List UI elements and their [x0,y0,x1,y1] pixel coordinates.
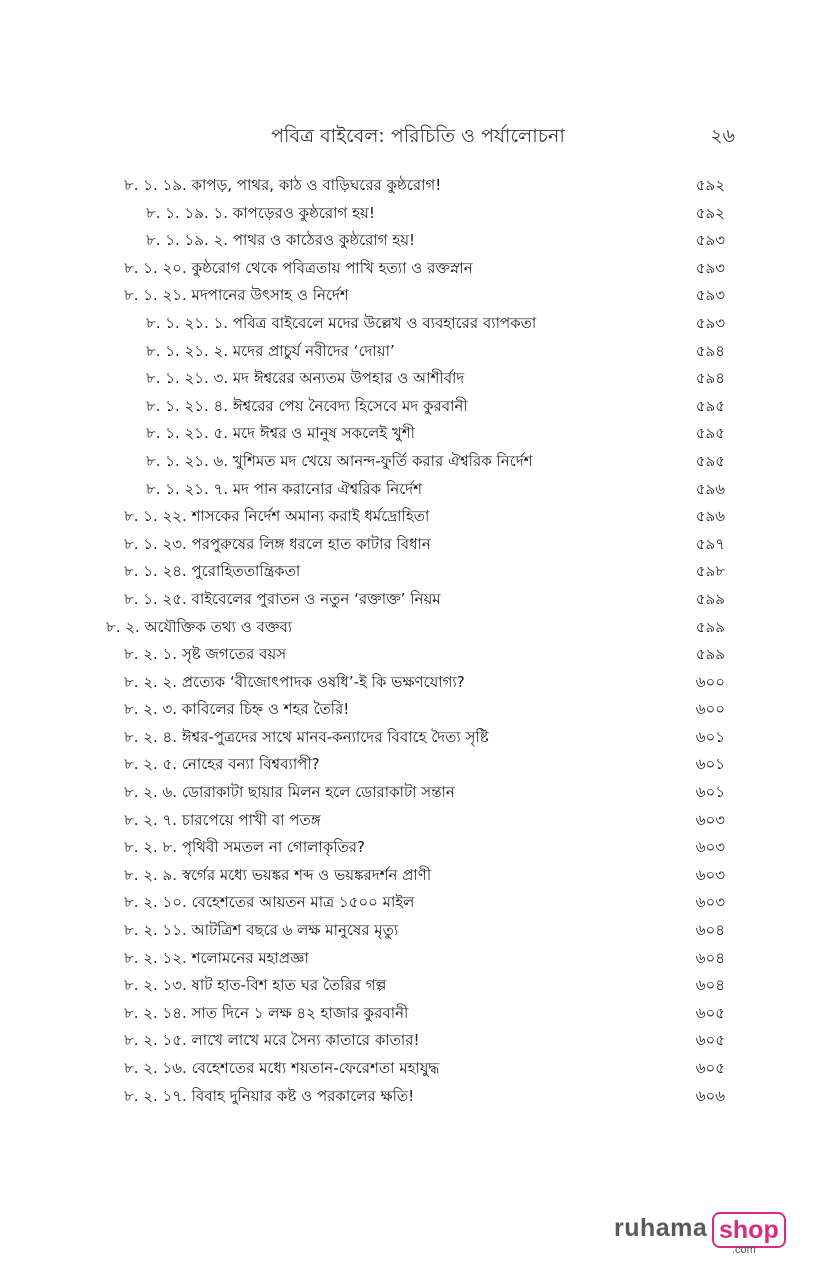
toc-entry-title: ৮. ২. ৫. নোহের বন্যা বিশ্বব্যাপী? [124,755,320,774]
toc-entry-title: ৮. ১. ২১. ৫. মদে ঈশ্বর ও মানুষ সকলেই খুশী [146,424,415,443]
toc-entry [0,1000,825,1028]
toc-entry-page: ৬০১ [695,783,725,802]
toc-entry-page: ৫৯২ [695,203,725,222]
toc-entry [0,945,825,973]
toc-entry-page: ৬০০ [695,672,725,691]
toc-entry [0,724,825,752]
toc-entry-page: ৫৯৩ [695,258,725,277]
toc-entry-title: ৮. ২. ১৭. বিবাহ দুনিয়ার কষ্ট ও পরকালের ক্ষতি! [124,1086,415,1105]
toc-entry-title: ৮. ২. অযৌক্তিক তথ্য ও বক্তব্য [106,617,293,636]
toc-entry-title: ৮. ১. ২১. ৩. মদ ঈশ্বরের অন্যতম উপহার ও আশীর্বাদ [146,369,465,388]
toc-entry-title: ৮. ১. ২১. ১. পবিত্র বাইবেলে মদের উল্লেখ ও ব্যবহারের ব্যাপকতা [146,313,537,332]
toc-entry-title: ৮. ২. ১০. বেহেশতের আয়তন মাত্র ১৫০০ মাইল [124,893,415,912]
toc-entry-page: ৬০০ [695,700,725,719]
toc-entry-title: ৮. ২. ২. প্রত্যেক ‘বীজোৎপাদক ওষধি’-ই কি ভক্ষণযোগ্য? [124,672,465,691]
toc-entry [0,862,825,890]
toc-entry [0,172,825,200]
toc-entry [0,807,825,835]
toc-entry [0,696,825,724]
toc-entry-page: ৬০৩ [695,893,725,912]
toc-entry-page: ৫৯৩ [695,231,725,250]
logo-word-ruhama: ruhama [614,1214,708,1242]
toc-entry-title: ৮. ১. ২১. ৪. ঈশ্বরের পেয় নৈবেদ্য হিসেবে মদ কুরবানী [146,396,468,415]
toc-entry [0,338,825,366]
toc-entry-title: ৮. ১. ২৫. বাইবেলের পুরাতন ও নতুন ‘রক্তাক্ত’ নিয়ম [124,589,441,608]
toc-entry [0,751,825,779]
toc-entry [0,282,825,310]
toc-entry [0,476,825,504]
toc-entry-title: ৮. ২. ৭. চারপেয়ে পাখী বা পতঙ্গ [124,810,321,829]
toc-entry-page: ৫৯২ [695,176,725,194]
toc-entry [0,200,825,228]
toc-entry-title: ৮. ২. ৬. ডোরাকাটা ছায়ার মিলন হলে ডোরাকাটা সন্তান [124,783,455,802]
toc-entry [0,889,825,917]
toc-entry [0,972,825,1000]
toc-entry-page: ৫৯৫ [695,396,725,415]
toc-entry [0,365,825,393]
page-number: ২৬ [710,125,735,147]
toc-entry [0,834,825,862]
toc-entry-title: ৮. ২. ১. সৃষ্ট জগতের বয়স [124,645,287,664]
toc-entry-page: ৫৯৭ [695,534,725,553]
toc-entry [0,1083,825,1111]
toc-entry-title: ৮. ১. ২১. ৭. মদ পান করানোর ঐশ্বরিক নির্দেশ [146,479,422,498]
toc-entry-page: ৫৯৬ [695,507,725,526]
toc-entry-page: ৫৯৪ [695,341,725,360]
toc-entry-page: ৬০৪ [695,921,725,940]
toc-entry-title: ৮. ২. ১২. শলোমনের মহাপ্রজ্ঞা [124,948,309,967]
toc-entry [0,310,825,338]
toc-entry-page: ৫৯৬ [695,479,725,498]
toc-entry-title: ৮. ১. ২৪. পুরোহিততান্ত্রিকতা [124,562,301,581]
toc-entry-page: ৫৯৮ [695,562,725,581]
toc-entry-page: ৬০৪ [695,948,725,967]
toc-entry [0,1055,825,1083]
toc-entry [0,669,825,697]
toc-entry [0,1027,825,1055]
toc-entry [0,420,825,448]
toc-entry-title: ৮. ২. ১৬. বেহেশতের মধ্যে শয়তান-ফেরেশতা মহাযুদ্ধ [124,1059,440,1077]
toc-entry-title: ৮. ২. ১৩. ষাট হাত-বিশ হাত ঘর তৈরির গল্প [124,976,387,995]
toc-entry-page: ৬০১ [695,727,725,746]
toc-entry-page: ৫৯৫ [695,424,725,443]
toc-entry-page: ৬০৫ [695,1003,725,1022]
toc-entry [0,779,825,807]
toc-entry-title: ৮. ১. ২৩. পরপুরুষের লিঙ্গ ধরলে হাত কাটার বিধান [124,534,431,553]
toc-entry [0,227,825,255]
toc-entry [0,558,825,586]
toc-entry [0,586,825,614]
toc-entry-page: ৬০৩ [695,865,725,884]
toc-entry-page: ৬০৩ [695,810,725,829]
toc-entry-page: ৫৯৩ [695,286,725,305]
toc-entry-title: ৮. ২. ১৪. সাত দিনে ১ লক্ষ ৪২ হাজার কুরবানী [124,1003,409,1022]
toc-entry-page: ৬০৪ [695,976,725,995]
toc-entry-title: ৮. ১. ২১. ২. মদের প্রাচুর্য নবীদের ‘দোয়া’ [146,341,395,360]
toc-entry-title: ৮. ১. ২১. ৬. খুশিমত মদ খেয়ে আনন্দ-ফুর্তি করার ঐশ্বরিক নির্দেশ [146,451,533,470]
page-header [0,122,825,156]
toc-entry [0,531,825,559]
toc-entry-title: ৮. ২. ৮. পৃথিবী সমতল না গোলাকৃতির? [124,838,365,857]
toc-entry [0,503,825,531]
toc-entry [0,255,825,283]
toc-entry-page: ৫৯৪ [695,369,725,388]
toc-entry-title: ৮. ১. ১৯. কাপড়, পাথর, কাঠ ও বাড়িঘরের কুষ্ঠরোগ! [124,176,442,194]
toc-entry [0,917,825,945]
toc-entry-title: ৮. ২. ৪. ঈশ্বর-পুত্রদের সাথে মানব-কন্যাদের বিবাহে দৈত্য সৃষ্টি [124,727,489,746]
toc-entry-title: ৮. ১. ২২. শাসকের নির্দেশ অমান্য করাই ধর্মদ্রোহিতা [124,507,430,526]
toc-entry-page: ৬০১ [695,755,725,774]
toc-entry [0,393,825,421]
logo-word-shop: shop [712,1212,786,1248]
toc-entry [0,641,825,669]
toc-entry-page: ৬০৬ [695,1086,725,1105]
toc-entry-title: ৮. ২. ১১. আটত্রিশ বছরে ৬ লক্ষ মানুষের মৃত্যু [124,921,399,940]
toc-entry [0,448,825,476]
toc-entry-page: ৫৯৯ [695,645,725,664]
toc-entry-page: ৫৯৯ [695,589,725,608]
running-header-title: পবিত্র বাইবেল: পরিচিতি ও পর্যালোচনা [271,125,565,147]
toc-entry-page: ৫৯৯ [695,617,725,636]
toc-entry-title: ৮. ১. ২১. মদপানের উৎসাহ ও নির্দেশ [124,286,349,305]
table-of-contents [0,172,825,1110]
toc-entry-page: ৬০৫ [695,1031,725,1050]
toc-entry-title: ৮. ২. ৩. কাবিলের চিহ্ন ও শহর তৈরি! [124,700,350,719]
logo-suffix: .com [732,1244,756,1256]
toc-entry-title: ৮. ২. ৯. স্বর্গের মধ্যে ভয়ঙ্কর শব্দ ও ভয়ঙ্করদর্শন প্রাণী [124,865,432,884]
toc-entry-title: ৮. ১. ১৯. ২. পাথর ও কাঠেরও কুষ্ঠরোগ হয়! [146,231,416,250]
toc-entry-page: ৫৯৩ [695,313,725,332]
toc-entry-page: ৬০৩ [695,838,725,857]
toc-entry-title: ৮. ২. ১৫. লাখে লাখে মরে সৈন্য কাতারে কাতার! [124,1031,420,1050]
toc-entry-title: ৮. ১. ১৯. ১. কাপড়েরও কুষ্ঠরোগ হয়! [146,203,375,222]
toc-entry-page: ৫৯৫ [695,451,725,470]
toc-entry-page: ৬০৫ [695,1059,725,1077]
toc-entry-title: ৮. ১. ২০. কুষ্ঠরোগ থেকে পবিত্রতায় পাখি হত্যা ও রক্তস্নান [124,258,473,277]
toc-entry [0,614,825,642]
